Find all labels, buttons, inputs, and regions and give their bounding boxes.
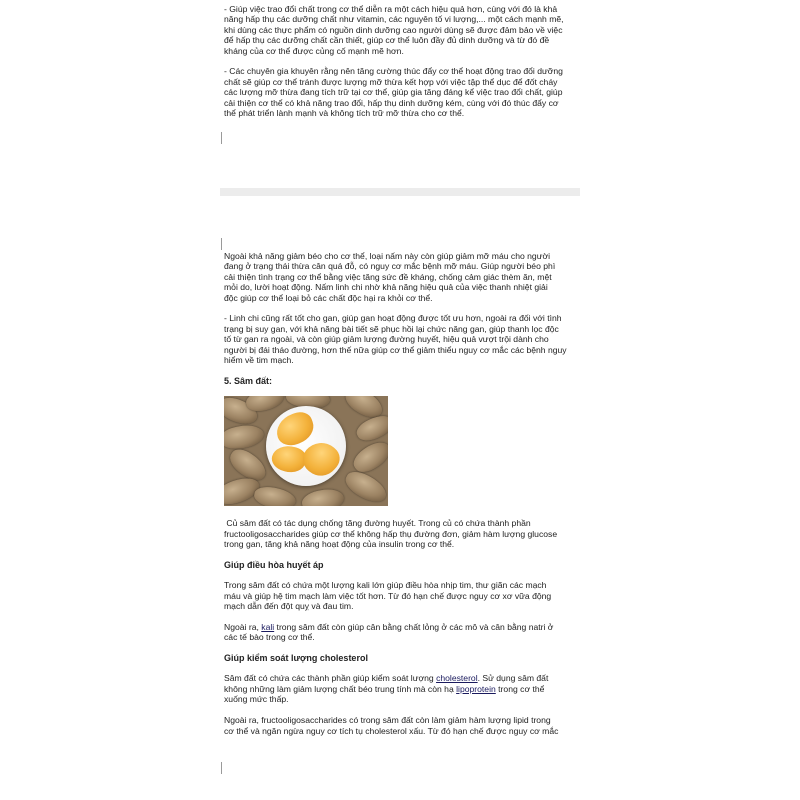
text-line: tố từ gan ra ngoài, và còn giúp giảm lượng đường huyết, hiệu quả vượt trội dành cho (224, 334, 549, 345)
text-line: đang ở trạng thái thừa cân quá đỗ, có nguy cơ mắc bệnh mỡ máu. Giúp người béo phì (224, 261, 556, 272)
text-segment: trong sâm đất còn giúp cân bằng chất lỏng ở các mô và cân bằng natri ở (274, 621, 554, 632)
text-line: các lượng mỡ thừa đang tích trữ tại cơ thể, giúp gia tăng đáng kể việc trao đổi chất, giúp (224, 87, 563, 98)
sliced-root-piece (272, 409, 318, 450)
paragraph-cholesterol (224, 673, 580, 704)
text-line: các tế bào trong cơ thể. (224, 632, 315, 643)
kali-link[interactable]: kali (261, 621, 275, 632)
text-line: cải thiện cơ thể có khả năng trao đổi, hấp thụ dinh dưỡng kém, cùng với đó thúc đẩy cơ (224, 97, 559, 108)
text-line (224, 622, 580, 632)
page-2-content (224, 251, 580, 746)
text-line: mỏi do, lười hoạt động. Nấm linh chi nhờ khả năng hiệu quả của việc thanh nhiệt giải (224, 282, 548, 293)
text-line: để hấp thụ các dưỡng chất cần thiết, giúp cơ thể luôn đầy đủ dinh dưỡng và từ đó đề (224, 35, 550, 46)
text-segment: Sâm đất có chứa các thành phần giúp kiểm soát lượng (224, 673, 437, 684)
paragraph-sam-dat (224, 518, 580, 549)
cholesterol-link[interactable]: cholesterol (436, 673, 478, 684)
text-segment: . Sử dụng sâm đất (477, 673, 549, 684)
text-line: cơ thể và ngăn ngừa nguy cơ tích tụ cholesterol xấu. Từ đó hạn chế được nguy cơ mắc (224, 725, 559, 736)
text-line (224, 684, 580, 694)
sliced-root-piece (297, 435, 345, 483)
paragraph-metabolism (224, 4, 580, 56)
text-line: máu và giúp hệ tim mạch làm việc tốt hơn. Từ đó hạn chế được nguy cơ xơ vữa động (224, 590, 552, 601)
paragraph-fos (224, 715, 580, 736)
tuber-shape (253, 485, 298, 506)
text-line: mạch dẫn đến đột quỵ và đau tim. (224, 601, 354, 612)
text-segment: không những làm giảm lượng chất béo trung tính mà còn hạ (224, 683, 457, 694)
text-line: khi dùng các thực phẩm có nguồn dinh dưỡng cao người dùng sẽ được đảm bảo về việc (224, 24, 563, 35)
plate (266, 406, 346, 486)
page-margin-marker (221, 238, 228, 250)
text-line: hiểm về tim mạch. (224, 355, 294, 366)
heading-cholesterol: Giúp kiểm soát lượng cholesterol (224, 653, 368, 664)
text-line: Trong sâm đất có chứa một lượng kali lớn giúp điều hòa nhịp tim, thư giãn các mạch (224, 580, 547, 591)
document-page-1 (220, 0, 580, 188)
text-line: độc giúp cơ thể loại bỏ các chất độc hại ra khỏi cơ thể. (224, 292, 433, 303)
text-line: kháng của cơ thể được củng cố mạnh mẽ hơn. (224, 45, 404, 56)
paragraph-blood-pressure (224, 580, 580, 611)
sam-dat-photo (224, 396, 388, 506)
text-line: fructooligosaccharides giúp cơ thể không hấp thụ đường đơn, giảm hàm lượng glucose (224, 528, 558, 539)
text-line: Ngoài ra, fructooligosaccharides có trong sâm đất còn làm giảm hàm lượng lipid trong (224, 715, 551, 726)
text-line: người bị đái tháo đường, hơn thế nữa giúp cơ thể giảm thiểu nguy cơ mắc các bệnh nguy (224, 344, 567, 355)
text-line: trong gan, tăng khả năng hoạt động của insulin trong cơ thể. (224, 539, 455, 550)
paragraph-intro (224, 251, 580, 303)
section-title-sam-dat: 5. Sâm đất: (224, 375, 273, 386)
text-segment: Ngoài ra, (224, 621, 262, 632)
text-line: chất sẽ giúp cơ thể tránh được lượng mỡ thừa kết hợp với việc tập thể dục để đốt cháy (224, 76, 558, 87)
text-line: trạng bị suy gan, với khả năng bài tiết sẽ phục hồi lại chức năng gan, giúp thanh lọc độc (224, 323, 559, 334)
text-line: xuống mức thấp. (224, 694, 289, 705)
page-separator (220, 188, 580, 196)
text-line: - Giúp việc trao đổi chất trong cơ thể diễn ra một cách hiệu quả hơn, cùng với đó là khả (224, 4, 558, 14)
text-line: - Linh chi cũng rất tốt cho gan, giúp gan hoạt động được tốt ưu hơn, ngoài ra đối với tình (224, 313, 562, 324)
paragraph-liver (224, 313, 580, 365)
tuber-shape (224, 423, 266, 452)
lipoprotein-link[interactable]: lipoprotein (456, 683, 496, 694)
page-margin-marker (221, 132, 228, 144)
page-margin-marker (221, 762, 228, 774)
tuber-shape (341, 467, 388, 506)
text-line: Củ sâm đất có tác dụng chống tăng đường huyết. Trong củ có chứa thành phần (224, 518, 531, 529)
text-line: - Các chuyên gia khuyên rằng nên tăng cường thúc đẩy cơ thể hoạt động trao đổi dưỡng (224, 66, 563, 77)
text-line (224, 673, 580, 683)
text-line: thể phát triển lành mạnh và không tích trữ mỡ thừa cho cơ thể. (224, 108, 465, 119)
page-1-content (224, 4, 580, 129)
text-line: cải thiện tình trạng cơ thể bằng việc tăng sức đề kháng, chống cảm giác thèm ăn, mệt (224, 271, 552, 282)
paragraph-experts (224, 66, 580, 118)
paragraph-kali (224, 622, 580, 643)
heading-blood-pressure: Giúp điều hòa huyết áp (224, 559, 324, 570)
text-line: năng hấp thụ các dưỡng chất như vitamin, các nguyên tố vi lượng,... một cách mạnh mẽ, (224, 14, 564, 25)
text-line: Ngoài khả năng giảm béo cho cơ thể, loại nấm này còn giúp giảm mỡ máu cho người (224, 251, 551, 261)
text-segment: trong cơ thể (495, 683, 545, 694)
tuber-shape (300, 486, 346, 506)
document-page-2 (220, 196, 580, 800)
